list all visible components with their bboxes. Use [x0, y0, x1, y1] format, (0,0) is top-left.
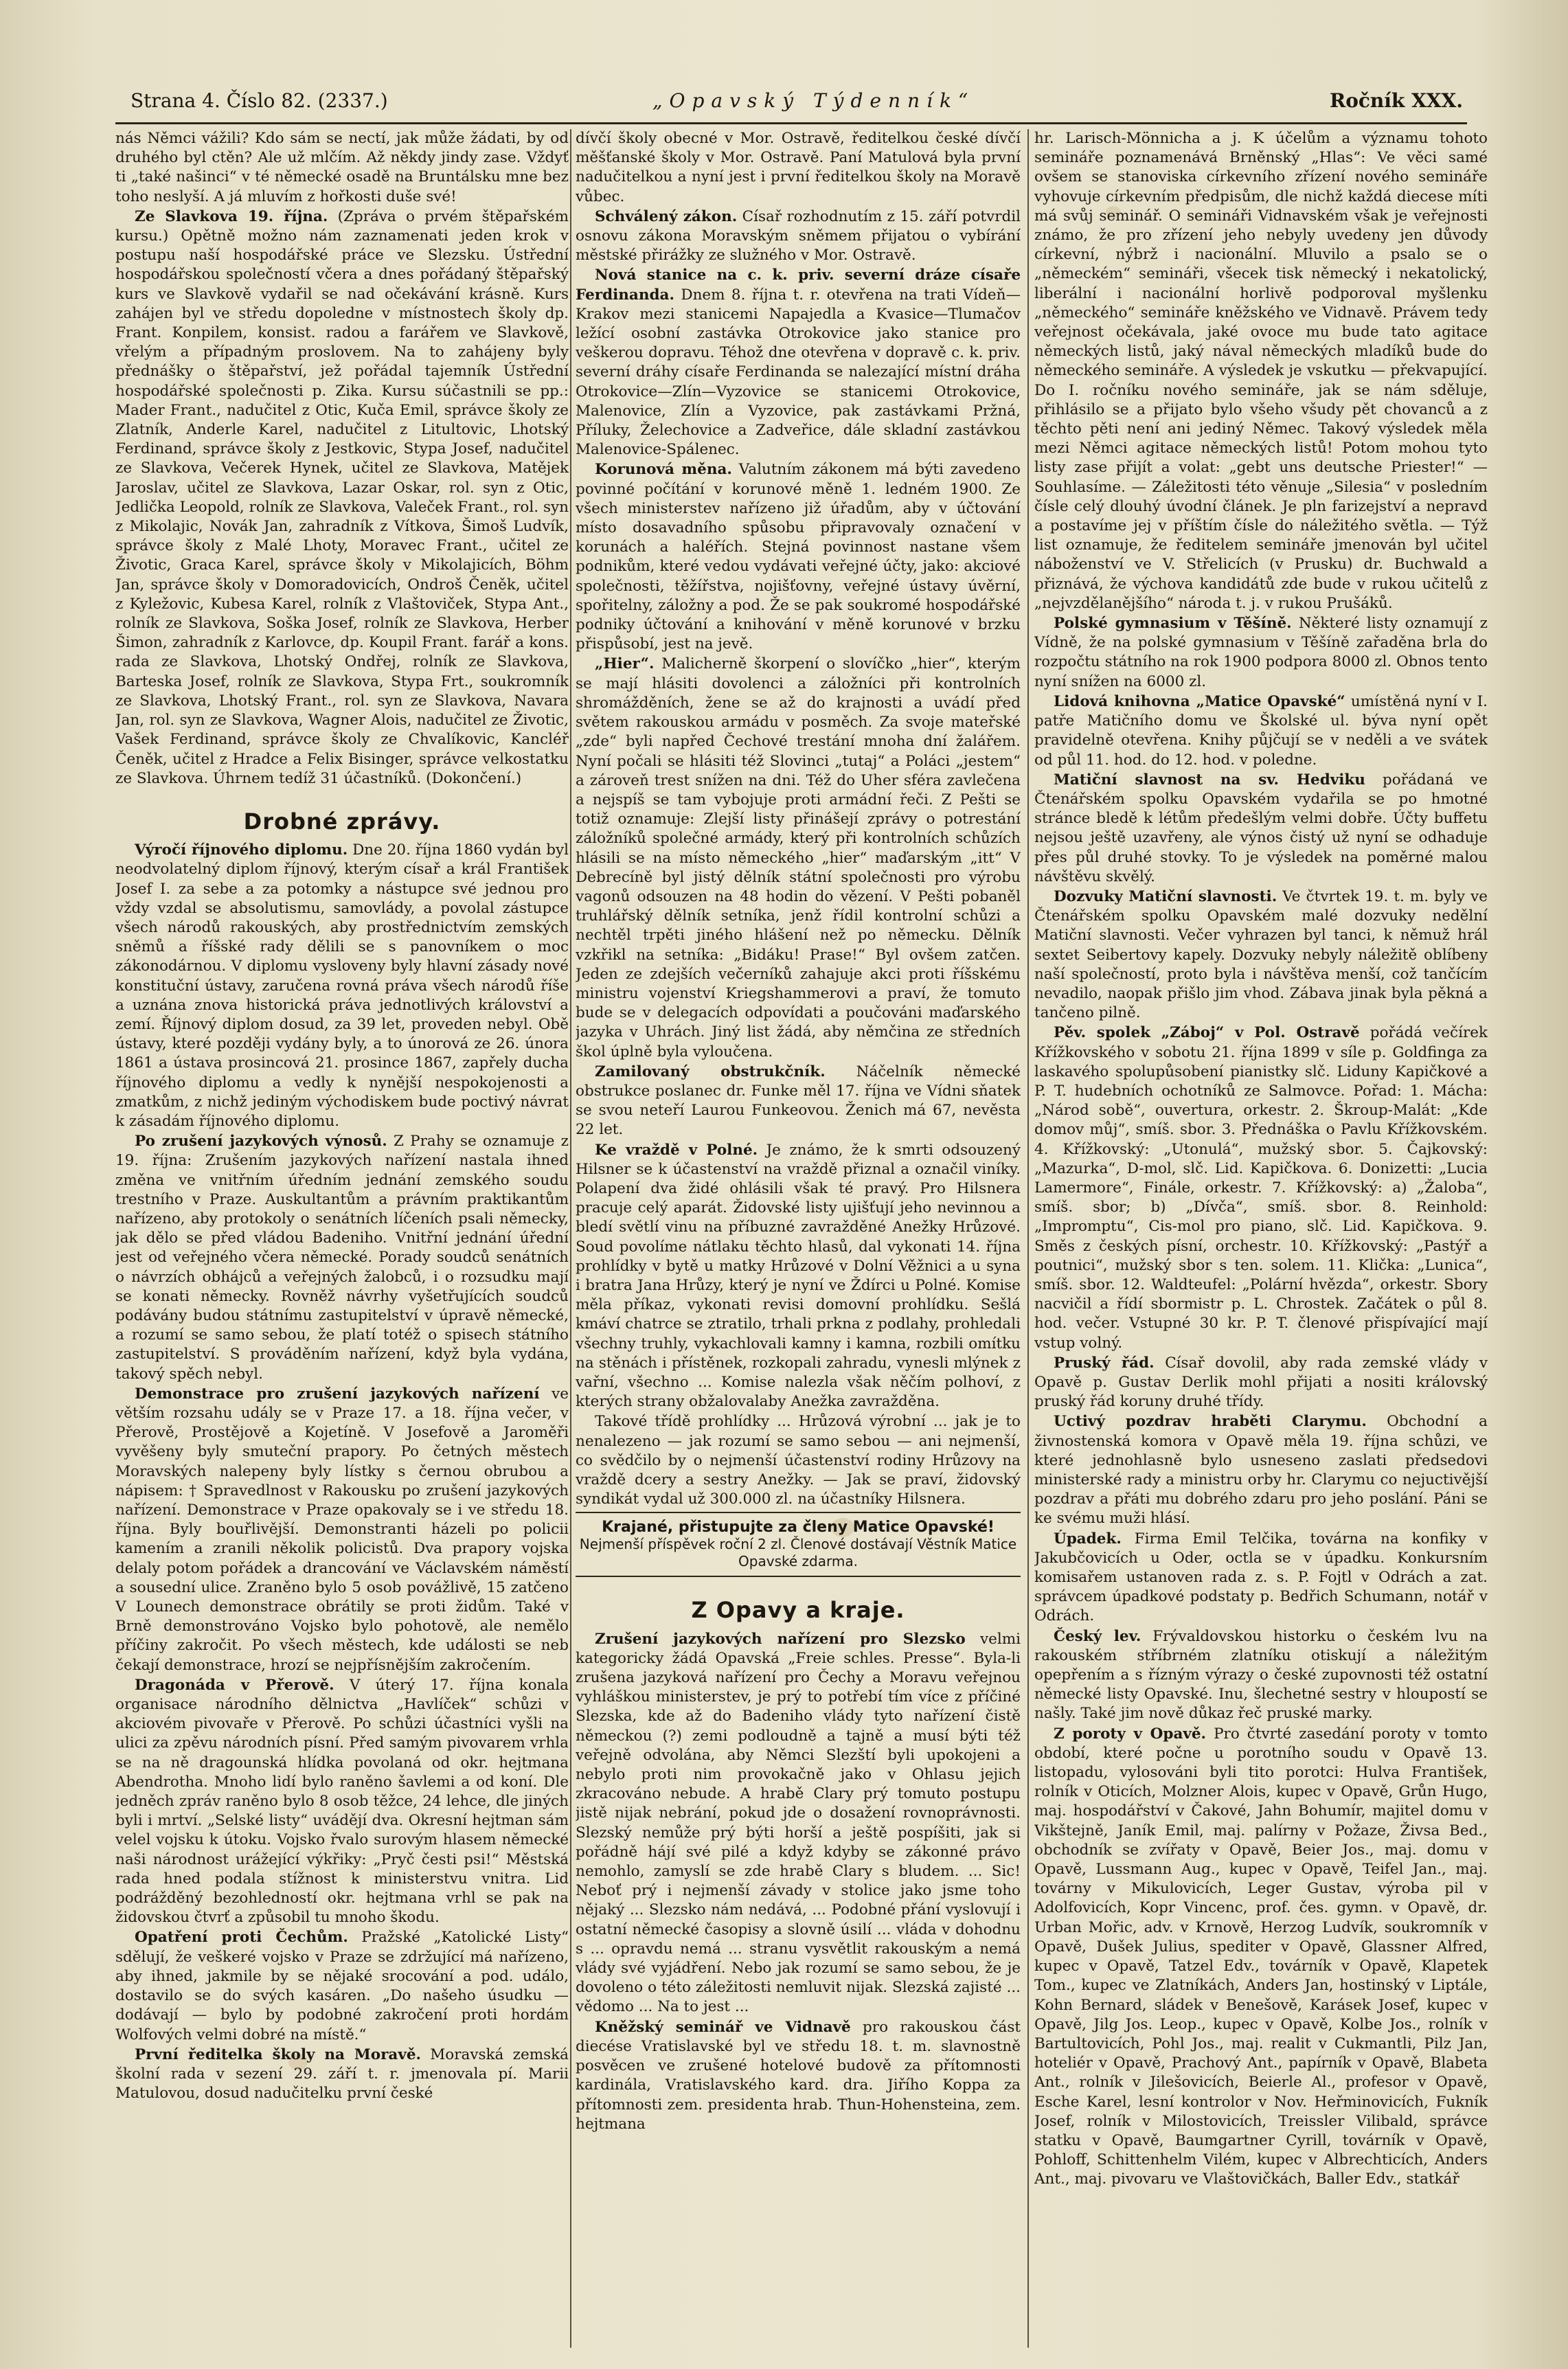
article-text: (Zpráva o prvém štěpařském kursu.) Opětně možno nám zaznamenati jeden krok v postupu naší hospodářské práce ve Slezsku. Ústřední hospodářskou společností včera a dnes pořádaný štěpařský kurs ve Slavkově vydařil se nad očekávání krásně. Kurs zahájen byl ve středu dopoledne v místnostech školy dp. Frant. Konpilem, konsist. radou a farářem ve Slavkově, vřelým a případným proslovem. Na to zahájeny byly přednášky o štěpařství, jež pořádal tajemník Ústřední hospodářské společnosti p. Zika. Kursu súčastnili se pp.: Mader Frant., nadučitel z Otic, Kuča Emil, správce školy ze Zlatník, Anderle Karel, nadučitel z Litultovic, Lhotský Ferdinand, správce školy z Jestkovic, Stypa Josef, nadučitel ze Slavkova, Večerek Hynek, učitel ze Slavkova, Matějek Jaroslav, učitel ze Slavkova, Lazar Oskar, rol. syn z Otic, Jedlička Leopold, rolník ze Slavkova, Valeček Frant., rol. syn z Mikolajic, Novák Jan, zahradník z Vítkova, Šimoš Ludvík, správce školy z Malé Lhoty, Moravec Frant., učitel ze Životic, Graca Karel, správce školy v Mikolajicích, Böhm Jan, správce školy v Domoradovicích, Ondroš Čeněk, učitel z Kyležovic, Kubesa Karel, rolník z Vlaštoviček, Stypa Ant., rolník ze Slavkova, Soška Josef, rolník ze Slavkova, Herber Šimon, zahradník z Karlovce, dp. Koupil Frant. farář a kons. rada ze Slavkova, Lhotský Ondřej, rolník ze Slavkova, Barteska Josef, rolník ze Slavkova, Stypa Frt., soukromník ze Slavkova, Lhotský Frant., rol. syn ze Slavkova, Navara Jan, rol. syn ze Slavkova, Wagner Alois, nadučitel ze Životic, Vašek Ferdinand, správce školy ze Chvalíkovic, Kancléř Čeněk, učitel z Hradce a Felix Bisinger, správce velkostatku ze Slavkova. Úhrnem tedíž 31 účastníků. (Dokončení.)	[115, 207, 569, 787]
article-text: hr. Larisch-Mönnicha a j. K účelům a významu tohoto semináře poznamenává Brněnský „Hlas“: Ve věci samé ovšem se stanoviska církevního zřízení nového semináře vyhovuje církevním předpisům, dle nichž každá diecese míti má svůj seminář. O semináři Vidnavském však je veřejnosti známo, že pro zřízení jeho nebyly uvedeny jen důvody církevní, nýbrž i nacionální. Mluvilo a psalo se o „německém“ semináři, všecek tisk německý i nekatolický, liberální i nacionální horlivě podporoval myšlenku „německého“ semináře kněžského ve Vidnavě. Právem tedy veřejnost očekávala, jaké ovoce mu bude tato agitace německých listů, jaký nával německých mladíků bude do německého semináře. A výsledek je vskutku — překvapující. Do I. ročníku nového semináře, jak se nám sděluje, přihlásilo se a přijato bylo všeho všudy pět chovanců a z těchto pěti není ani jediný Němec. Takový výsledek měla mezi Němci agitace německých listů! Potom mohou tyto listy zase přijít a volat: „gebt uns deutsche Priester!“ — Souhlasíme. — Záležitosti této věnuje „Silesia“ v posledním čísle celý dlouhý úvodní článek. Je pln farizejství a nepravd a postavíme jej v příštím čísle do náležitého světla. — Týž list oznamuje, že ředitelem semináře jmenován byl učitel náboženství ve V. Střelicích (v Prusku) dr. Buchwald a přiznává, že výchova kandidátů zde bude v rukou učitelů z „nejvzdělanějšího“ národa t. j. v rukou Prušáků.	[1034, 130, 1488, 612]
article-heading: Uctivý pozdrav hraběti Clarymu.	[1054, 1413, 1367, 1431]
article-text: Pro čtvrté zasedání poroty v tomto období, které počne u porotního soudu v Opavě 13. listopadu, vylosováni byli tito porotci: Hulva František, rolník v Oticích, Molzner Alois, kupec v Opavě, Grůn Hugo, maj. hospodářství v Čakové, Jahn Bohumír, majitel domu v Vikštejně, Janík Emil, maj. palírny v Požaze, Živsa Bed., obchodník se zvířaty v Opavě, Beier Jos., maj. domu v Opavě, Lussmann Aug., kupec v Opavě, Teifel Jan., maj. továrny v Mikulovicích, Leger Gustav, výroba pil v Adolfovicích, Kopr Vincenc, prof. čes. gymn. v Opavě, dr. Urban Mořic, adv. v Krnově, Herzog Ludvík, soukromník v Opavě, Dušek Julius, spediter v Opavě, Glassner Alfred, kupec v Opavě, Tatzel Edv., továrník v Opavě, Klapetek Tom., kupec ve Zlatníkách, Anders Jan, hostinský v Liptále, Kohn Bernard, sládek v Benešově, Karásek Josef, kupec v Opavě, Jilg Jos. Leop., kupec v Opavě, Kolbe Jos., rolník v Bartultovicích, Pohl Jos., maj. realit v Cukmantli, Pilz Jan, hoteliér v Opavě, Prachový Ant., papírník v Opavě, Blabeta Ant., rolník v Jilešovicích, Beierle Al., profesor v Opavě, Esche Karel, lesní kontrolor v Nov. Heřminovicích, Fukník Josef, rolník v Milostovicích, Treissler Vilibald, správce statku v Opavě, Baumgartner Cyrill, továrník v Opavě, Pohloff, Schittenhelm Vilém, kupec v Albrechticích, Anders Ant., maj. pivovaru ve Vlaštovičkách, Baller Edv., statkář	[1034, 1725, 1488, 2188]
article-text: Dne 20. října 1860 vydán byl neodvolatelný diplom říjnový, kterým císař a král František Josef I. za sebe a za potomky a nástupce své jednou pro vždy vzdal se absolutismu, samovlády, a povolal zástupce všech národů rakouských, aby prostřednictvím zemských sněmů a říšské rady dělili se s panovníkem o moc zákonodárnou. V diplomu vysloveny byly hlavní zásady nové konstituční ústavy, zaručena rovná práva všech národů říše a uznána znova historická práva jednotlivých království a zemí. Říjnový diplom dosud, za 39 let, proveden nebyl. Obě ústavy, které později vydány byly, a to únorová ze 26. února 1861 a ústava prosincová 21. prosince 1867, zapřely ducha říjnového diplomu a vedly k nynější nespokojenosti a zmatkům, z nichž jediným východiskem bude poctivý návrat k zásadám říjnového diplomu.	[115, 841, 569, 1130]
article-text: Ve čtvrtek 19. t. m. byly ve Čtenářském spolku Opavském malé dozvuky nedělní Matiční slavnosti. Večer vyhrazen byl tanci, k němuž hrál sextet Seibertovy kapely. Dozvuky nebyly náležitě oblíbeny naší společností, proto byla i návštěva menší, což tančícím nevadilo, naopak přišlo jim vhod. Zábava jinak byla pěkná a tančeno pilně.	[1034, 887, 1488, 1022]
article-heading: Český lev.	[1054, 1627, 1141, 1645]
matice-appeal	[576, 1519, 1021, 1570]
article	[1034, 1627, 1488, 1724]
article-text: Je známo, že k smrti odsouzený Hilsner se k účastenství na vraždě přiznal a označil viníky. Polapení dva židé ohlásili však té pravý. Pro Hilsnera pracuje celý aparát. Židovské listy ujišťují jeho nevinnou a bledí světlí vinu na příbuzné zavražděné Anežky Hrůzové. Soud povolíme nátlaku těchto hlasů, dal vykonati 14. října prohlídky v bytě u matky Hrůzové v Dolní Věžnici a u syna i bratra Jana Hrůzy, který je nyní ve Ždírci u Polné. Komise měla příkaz, vykonati revisi domovní prohlídku. Sešlá kmáví chatrce se ztratilo, trhali prkna z podlahy, prohledali všechny truhly, vykachlovali kamny i kamna, rozbili omítku na stěnách i přístěnek, rozkopali zahradu, vynesli mlýnek z vařní, všechno ... Komise nalezla však něčím polhoví, z kterých strany obžalovalaby Anežka zavražděna.	[576, 1141, 1021, 1411]
article	[576, 266, 1021, 460]
article-text: Takové třídě prohlídky ... Hrůzová výrobní ... jak je to nenalezeno — jak rozumí se samo sebou — ani nejmenší, co svědčilo by o nejmenší účastenství rodiny Hrůzovy na vraždě dcery a sestry Anežky. — Jak se praví, židovský syndikát vydal už 300.000 zl. na účastníky Hilsnera.	[576, 1413, 1021, 1508]
article-text: Dnem 8. října t. r. otevřena na trati Vídeň—Krakov mezi stanicemi Napajedla a Kvasice—Tlumačov ležící osobní zastávka Otrokovice jako stanice pro veškerou dopravu. Téhož dne otevřena v dopravě c. k. priv. severní dráhy císaře Ferdinanda se nalezající místní dráha Otrokovice—Zlín—Vyzovice se stanicemi Otrokovice, Malenovice, Zlín a Vyzovice, pak zastávkami Pržná, Příluky, Želechovice a Zadveřice, dále skladní zastávkou Malenovice-Spálenec.	[576, 286, 1021, 459]
article-text: ve větším rozsahu udály se v Praze 17. a 18. října večer, v Přerově, Prostějově a Kojetíně. V Josefově a Jaroměři vyvěšeny byly smuteční prapory. Po četných městech Moravských nalepeny byly lístky s černou obrubou a nápisem: † Spravedlnost v Rakousku po zrušení jazykových nařízení. Demonstrace v Praze opakovaly se i ve středu 18. října. Byly bouřlivější. Demonstranti házeli po policii kamením a zranili několik policistů. Dva prapory vojska delaly potom pořádek a drancování ve Václavském náměstí a sousední ulice. Zraněno bylo 5 osob povážlivě, 15 zatčeno V Lounech demonstrace obrátily se proti židům. Také v Brně demonstrováno Vojsko bylo pohotově, ale nemělo příčiny zakročit. Po všech městech, kde události se neb čekají demonstrace, hrozí se nejpřísnějším zakročením.	[115, 1385, 569, 1674]
article	[576, 1063, 1021, 1140]
section-title: Drobné zprávy.	[243, 808, 441, 835]
article-text: Obchodní a živnostenská komora v Opavě měla 19. října schůzi, ve které jednohlasně bylo usneseno zaslati předsedovi ministerské rady a ministru orby hr. Clarymu co nejuctivější pozdrav a přáti mu dobrého zdaru pro jeho poslání. Páni se ke svému muži hlásí.	[1034, 1413, 1488, 1528]
article-text: pořádaná ve Čtenářském spolku Opavském vydařila se po hmotné stránce bledě k létům předešlým velmi dobře. Účty buffetu nejsou ještě uzavřeny, ale výnos čistý už nyní se odhaduje přes půl druhé stovky. To je výsledek na poměrné malou návštěvu skvělý.	[1034, 771, 1488, 885]
article	[115, 1385, 569, 1675]
article-text: Císař dovolil, aby rada zemské vlády v Opavě p. Gustav Derlik mohl přijati a nositi královský pruský řád koruny druhé třídy.	[1034, 1354, 1488, 1411]
article-heading: Dozvuky Matiční slavnosti.	[1054, 887, 1277, 905]
article-text: Pražské „Katolické Listy“ sdělují, že veškeré vojsko v Praze se zdržující má nařízeno, aby ihned, jakmile by se nějaké srocování a pod. událo, dostavilo se do svých kasáren. „Do našeho úsudku — dodávají — bylo by podobné zakročení proti hordám Wolfových velmi dobré na místě.“	[115, 1929, 569, 2043]
article-heading: Matiční slavnost na sv. Hedviku	[1054, 771, 1365, 789]
article-text: umístěná nyní v I. patře Matičního domu ve Školské ul. býva nyní opět pravidelně otevřena. Knihy půjčují se v neděli a ve svátek od půl 11. hod. do 12. hod. v poledne.	[1034, 692, 1488, 769]
article	[1034, 771, 1488, 887]
article	[115, 841, 569, 1131]
article-text: pro rakouskou část diecése Vratislavské byl ve středu 18. t. m. slavnostně posvěcen ve zrušené hotelové budově za přítomnosti kardinála, Vratislavského kard. dra. Jiřího Koppa za přítomnosti zem. presidenta hrab. Thun-Hohensteina, zem. hejtmana	[576, 2018, 1021, 2133]
article-text: Z Prahy se oznamuje z 19. října: Zrušením jazykových nařízení nastala ihned změna ve vnitřním úředním jednání zemského soudu trestního v Praze. Auskultantům a právním praktikantům nařízeno, aby protokoly o senátních líčeních psali německy, jak dělo se před vládou Badeniho. Vnitřní jednání úřední jest od veřejného včera německé. Porady soudců senátních o návrzích obhájců a veřejných žalobců, i o rozsudku mají se konati německy. Rovněž návrhy vyšetřujících soudců podávány budou státnímu zastupitelství v úpravě německé, a rozumí se samo sebou, že platí totéž o spisech státního zastupitelství. S prováděním nařízení, když byla vydána, takový spěch nebyl.	[115, 1133, 569, 1383]
article	[1034, 1354, 1488, 1412]
article-text: Moravská zemská školní rada v sezení 29. září t. r. jmenovala pí. Marii Matulovou, dosud nadučitelku první české	[115, 2045, 569, 2102]
article	[115, 2045, 569, 2104]
article-text: nás Němci vážili? Kdo sám se nectí, jak může žádati, by od druhého byl ctěn? Ale už mlčím. Až někdy jindy zase. Vždyť ti „také našinci“ v té německé osadě na Bruntálsku mne bez toho neslyší. A já mluvím z hořkosti duše své!	[115, 130, 569, 205]
article	[1034, 692, 1488, 770]
article-heading: Lidová knihovna „Matice Opavské“	[1054, 692, 1345, 710]
article	[576, 1630, 1021, 2017]
article	[115, 1928, 569, 2044]
article	[576, 207, 1021, 266]
column-3	[1034, 129, 1488, 2348]
column-1	[115, 129, 569, 2348]
article-text: velmi kategoricky žádá Opavská „Freie schles. Presse“. Byla-li zrušena jazyková nařízení pro Čechy a Moravu veřejnou vyhláškou ministerstev, je prý to potřebí tím více z příčiné Slezska, kde až do Badeniho vlády tyto nařízení čistě německou (?) zemi podloudně a tajně a musí býti též veřejně odvolána, aby Němci Slezští byli upokojeni a nebylo proti nim provokačně jako v Ohlasu jejich zkracováno nebude. A hrabě Clary prý tomuto postupu jistě nijak nebrání, pokud jde o dosažení rovnoprávnosti. Slezský nemůže prý býti horší a ještě pospíšiti, jak si pořádně hájí své pilé a když kdyby se zákonné právo nemohlo, zamyslí se zde hrabě Clary s bludem. ... Sic! Neboť prý i nejmenší závady v stolice jako jsme toho nějaký ... Slezsko nám nedává, ... Podobné přání vyslovují i ostatní německé časopisy a slovně úsilí ... vláda v dohodnu s ... opravdu nemá ... stranu vysvětlit rakouským a nemá vlády své vyjádření. Nebo jak rozumí se samo sebou, že je dovoleno o této záležitosti nemluvit nijak. Slezská zajisté ... vědomo ... Na to jest ...	[576, 1630, 1021, 2016]
column-2	[576, 129, 1021, 2348]
column-divider	[570, 129, 571, 2348]
article-heading: Korunová měna.	[595, 461, 732, 479]
article	[115, 1676, 569, 1928]
article-heading: Zrušení jazykových nařízení pro Slezsko	[595, 1630, 966, 1648]
article-text: dívčí školy obecné v Mor. Ostravě, ředitelkou české dívčí měšťanské školy v Mor. Ostravě. Paní Matulová byla první nadučitelkou a nyní jest i první ředitelkou školy na Moravě vůbec.	[576, 130, 1021, 205]
article-heading: Kněžský seminář ve Vidnavě	[595, 2018, 851, 2036]
article-heading: Dragonáda v Přerově.	[135, 1676, 334, 1694]
article-heading: Opatření proti Čechům.	[135, 1929, 348, 1947]
article-heading: Úpadek.	[1054, 1530, 1122, 1548]
appeal-text: Nejmenší příspěvek roční 2 zl. Členové dostávají Věstník Matice Opavské zdarma.	[579, 1536, 1017, 1570]
article	[1034, 1530, 1488, 1626]
masthead-title: „Opavský Týdenník“	[652, 89, 975, 112]
article	[1034, 1725, 1488, 2190]
article-heading: Polské gymnasium v Těšíně.	[1054, 615, 1292, 633]
section-title: Z Opavy a kraje.	[691, 1597, 905, 1624]
article-text: Valutním zákonem má býti zavedeno povinné počítání v korunové měně 1. ledném 1900. Ze všech ministerstev nařízeno již úřadům, aby v účtování místo dosavadního spůsobu připravovaly označení v korunách a haléřích. Stejná povinnost nastane všem podnikům, které vedou vydávati veřejné účty, jako: akciové společnosti, těžířstva, nojišťovny, veřejné ústavy úvěrní, spořitelny, záložny a pod. Že se pak soukromé hospodářské podniky účtování a knihování v měně korunové v brzku přispůsobí, jest na jevě.	[576, 461, 1021, 653]
article-heading: Výročí říjnového diplomu.	[135, 841, 348, 859]
article	[576, 460, 1021, 654]
article-heading: Pruský řád.	[1054, 1354, 1155, 1372]
article	[1034, 1412, 1488, 1528]
article-text: Císař rozhodnutím z 15. září potvrdil osnovu zákona Moravským sněmem přijatou o vybírání městské přirážky ze služného v Mor. Ostravě.	[576, 207, 1021, 264]
article	[576, 2018, 1021, 2134]
article-text: Frývaldovskou historku o českém lvu na rakouském stříbrném zlatníku otiskují a náležitým opepřením a s řízným výrazy o české zupovnosti též ostatní německé listy Opavské. Inu, šlechetné sestry v hloupostí se našly. Také jim nově důkaz řeč pruské marky.	[1034, 1627, 1488, 1723]
article	[115, 207, 569, 789]
article-text: Firma Emil Telčika, továrna na konfiky v Jakubčovicích u Oder, octla se v úpadku. Konkursním komisařem ustanoven rada z. s. P. Fojtl v Odrách a zat. správcem úpadkové podstaty p. Bedřich Schumann, notář v Odrách.	[1034, 1530, 1488, 1625]
article-heading: „Hier“.	[595, 655, 655, 673]
article-heading: Pěv. spolek „Záboj“ v Pol. Ostravě	[1054, 1024, 1360, 1042]
article-heading: Zamilovaný obstrukčník.	[595, 1063, 826, 1080]
article-heading: Demonstrace pro zrušení jazykových nařízení	[135, 1385, 540, 1403]
article	[1034, 614, 1488, 692]
page-number: Strana 4. Číslo 82. (2337.)	[130, 89, 388, 112]
appeal-heading: Krajané, přistupujte za členy Matice Opavské!	[602, 1519, 995, 1537]
article-heading: Ke vraždě v Polné.	[595, 1141, 758, 1159]
article-heading: Ze Slavkova 19. října.	[135, 207, 328, 225]
article-text: Náčelník německé obstrukce poslanec dr. Funke měl 17. října ve Vídni sňatek se svou neteří Laurou Funkeovou. Ženich má 67, nevěsta 22 let.	[576, 1063, 1021, 1139]
article-heading: Nová stanice na c. k. priv. severní dráze císaře Ferdinanda.	[576, 267, 1021, 304]
article	[115, 1132, 569, 1384]
article-text: pořádá večírek Křížkovského v sobotu 21. října 1899 v síle p. Goldfinga za laskavého spolupůsobení pianistky slč. Liduny Kapičkové a P. T. hudebních ochotníků ze Salmovce. Pořad: 1. Mácha: „Národ sobě“, ouvertura, orkestr. 2. Škroup-Malát: „Kde domov můj“, smíš. sbor. 3. Přednáška o Pavlu Křížkovském. 4. Křížkovský: „Utonulá“, mužský sbor. 5. Čajkovský: „Mazurka“, D-mol, slč. Lid. Kapičkova. 6. Donizetti: „Lucia Lamermore“, Finále, orkestr. 7. Křížkovský: a) „Žaloba“, smíš. sbor; b) „Dívča“, smíš. sbor. 8. Reinhold: „Impromptu“, Cis-mol pro piano, slč. Lid. Kapičkova. 9. Směs z českých písní, orchestr. 10. Křížkovský: „Pastýř a poutnici“, mužský sbor s ten. solem. 11. Klička: „Lunica“, smíš. sbor. 12. Waldteufel: „Polární hvězda“, orkestr. Sbory nacvičil a řídí sbormistr p. L. Chrostek. Začátek o půl 8. hod. večer. Vstupné 30 kr. P. T. členové přispívající mají vstup volný.	[1034, 1024, 1488, 1352]
article-heading: Po zrušení jazykových výnosů.	[135, 1133, 387, 1151]
article	[1034, 887, 1488, 1023]
column-divider	[1027, 129, 1029, 2348]
article	[1034, 1023, 1488, 1352]
header-rule	[115, 122, 1467, 124]
article-text: V úterý 17. října konala organisace národního dělnictva „Havlíček“ schůzi v akciovém pivovaře v Přerově. Po schůzi účastníci vyšli na ulici za zpěvu národních písní. Před samým pivovarem vrhla se na ně dragounská hlídka povolaná od okr. hejtmana Abendrotha. Mnoho lidí bylo raněno šavlemi a od koní. Dle jedněch zpráv raněno bylo 8 osob těžce, 24 lehce, dle jiných byli i mrtví. „Selské listy“ uvádějí dva. Okresní hejtman sám velel vojsku k útoku. Vojsko řvalo surovým hlasem německé naši národnost urážející výkřiky: „Pryč česti psi!“ Městská rada hned podala stížnost k ministerstvu vnitra. Lid podrážděný bezohledností okr. hejtmana vrhl se pak na židovskou čtvrť a způsobil tu mnoho škodu.	[115, 1676, 569, 1927]
divider-line	[576, 1576, 1021, 1577]
article-text: Malicherně škorpení o slovíčko „hier“, kterým se mají hlásiti dovolenci a záložníci při kontrolních shromážděních, žene se až do krajnosti a uvádí před světem rakouskou armádu v posměch. Za svoje mateřské „zde“ byli napřed Čechové trestání mnoha dní žalářem. Nyní počali se hlásiti též Slovinci „tutaj“ a Poláci „jestem“ a zároveň trest snížen na dni. Též do Uher sféra zavlečena a nejspíš se tam vybojuje proti armádní řeči. Z Pešti se totiž oznamuje: Zlejší listy přinášejí zprávy o potrestání záložníků společné armády, který při kontrolních schůzích hlásili se na místo německého „hier“ maďarským „itt“ V Debrecíně byl jistý dělník státní společnosti pro výrobu vagonů odsouzen na 48 hodin do vězení. V Pešti pobaněl truhlářský dělník setníka, jenž řídil kontrolní schůzi a nechtěl trpěti jiného hlášení než po německu. Dělník vzkřikl na setníka: „Bidáku! Prase!“ Byl ovšem zatčen. Jeden ze zdejších večerníků zahajuje akci proti říšskému ministru vojenství Kriegshammerovi a praví, že tomuto bude se v delegacích odpovídati a poučováni maďarského jazyka v Uhrách. Jiný list žádá, aby němčina ze středních škol úplně byla vyloučena.	[576, 655, 1021, 1061]
article-text: Některé listy oznamují z Vídně, že na polské gymnasium v Těšíně zařaděna brla do rozpočtu státního na rok 1900 podpora 8000 zl. Obnos tento nyní snížen na 6000 zl.	[1034, 615, 1488, 690]
article-heading: Z poroty v Opavě.	[1054, 1725, 1207, 1743]
page-header	[130, 89, 1463, 117]
article	[576, 1141, 1021, 1412]
article-heading: Schválený zákon.	[595, 207, 738, 225]
article	[576, 655, 1021, 1061]
article-heading: První ředitelka školy na Moravě.	[135, 2045, 421, 2063]
divider-line	[576, 1512, 1021, 1513]
volume-label: Ročník XXX.	[1329, 89, 1463, 112]
